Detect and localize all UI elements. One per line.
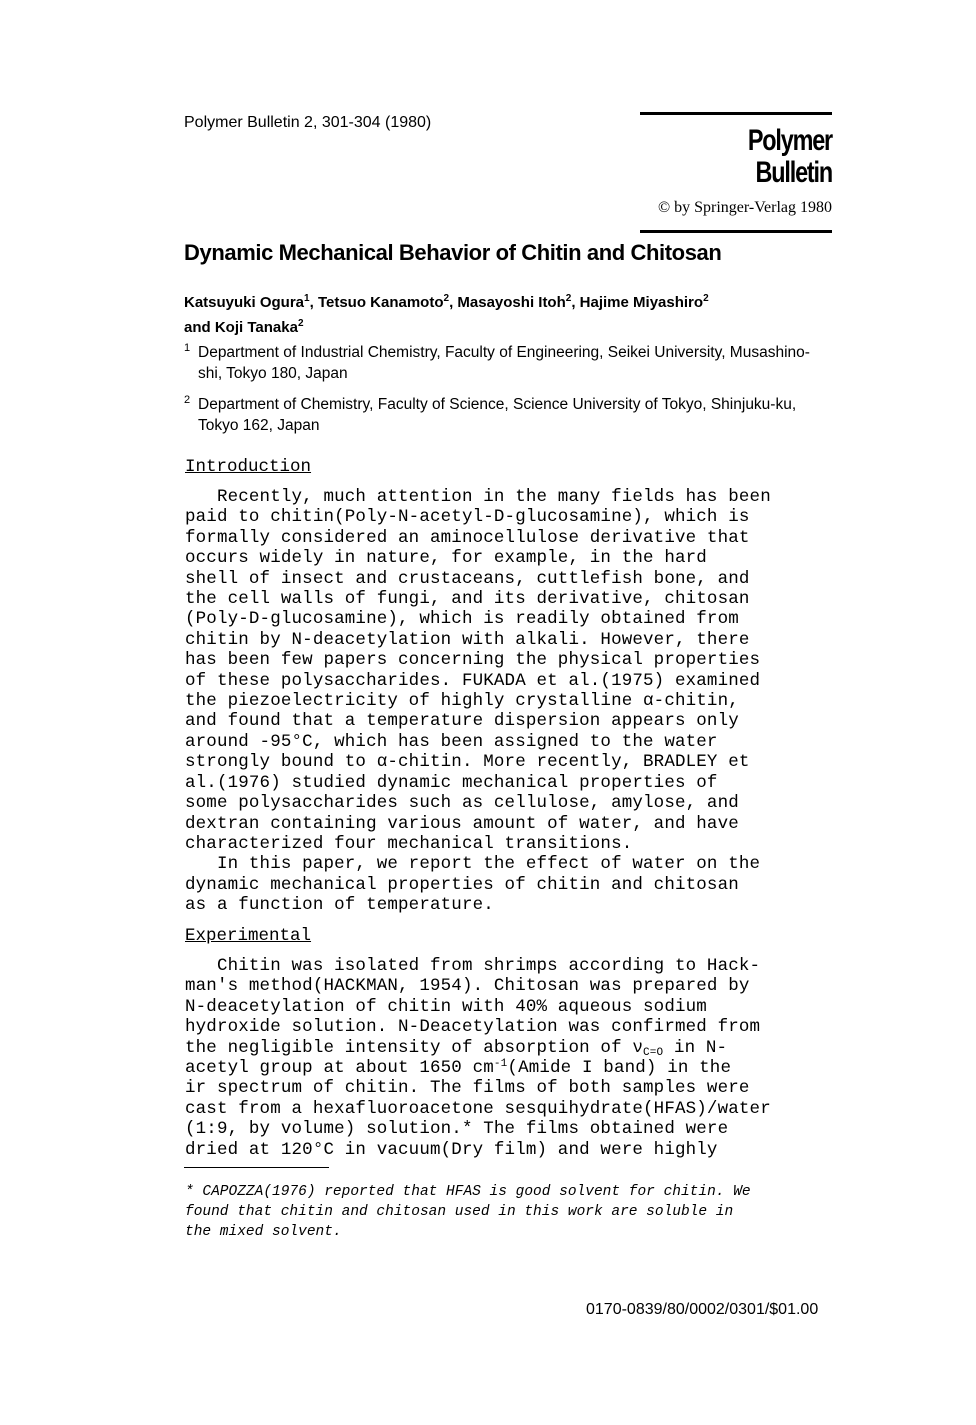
author-name: Katsuyuki Ogura [184, 294, 305, 311]
affiliation-number: 1 [184, 342, 191, 354]
author-separator: , [571, 294, 580, 311]
introduction-body: Recently, much attention in the many fields has been paid to chitin(Poly-N-acetyl-D-glucosamine), which is formally considered an aminocellulose derivative that occurs widely in nature, for example, in the hard shell of insect and crustaceans, cuttlefish bone, and the cell walls of fungi, and its derivative, chitosan (Poly-D-glucosamine), which is readily obtained from chitin by N-deacetylation with alkali. However, there has been few papers concerning the physical properties of these polysaccharides. FUKADA et al.(1975) examined the piezoelectricity of highly crystalline α-chitin, and found that a temperature dispersion appears only around -95°C, which has been assigned to the water strongly bound to α-chitin. More recently, BRADLEY et al.(1976) studied dynamic mechanical properties of some polysaccharides such as cellulose, amylose, and dextran containing various amount of water, and have characterized four mechanical transitions. In this paper, we report the effect of water on the dynamic mechanical properties of chitin and chitosan as a function of temperature. [185, 487, 771, 916]
author-name: Masayoshi Itoh [457, 294, 566, 311]
footnote-rule [184, 1167, 329, 1168]
author-affil-mark: 2 [443, 293, 450, 304]
experimental-text: (Amide I band) in the [507, 1058, 732, 1079]
author-affil-mark: 2 [565, 293, 572, 304]
experimental-text: Chitin was isolated from shrimps according to Hack- man's method(HACKMAN, 1954). Chitosan was prepared by N-deacetylation of chitin with 40% aqueous sodium hydroxide solution. N-Deacetylation was confirmed from [185, 956, 761, 1038]
experimental-text: the negligible intensity of absorption of ν [185, 1037, 644, 1058]
section-heading-introduction: Introduction [185, 457, 312, 477]
author-affil-mark: 2 [703, 293, 709, 304]
author-list: Katsuyuki Ogura$^1$, Tetsuo Kanamoto$^2$, Masayoshi Itoh$^2$, Hajime Miyashiro$^2$ and Koji Tanaka$^2$ [184, 293, 709, 336]
experimental-text: in N- [673, 1037, 728, 1058]
affiliation-1 [184, 342, 824, 384]
author-separator: , [309, 294, 318, 311]
author-name: Tetsuo Kanamoto [317, 294, 444, 311]
affiliation-text: Department of Industrial Chemistry, Faculty of Engineering, Seikei University, Musashino-shi, Tokyo 180, Japan [198, 344, 810, 382]
author-name: Hajime Miyashiro [579, 294, 704, 311]
wavenumber-superscript: -1 [493, 1058, 508, 1071]
copyright-line: © by Springer-Verlag 1980 [657, 199, 832, 216]
carbonyl-subscript: C=O [643, 1046, 664, 1059]
paper-title: Dynamic Mechanical Behavior of Chitin and Chitosan [184, 240, 722, 265]
journal-masthead [640, 112, 832, 233]
affiliation-text: Department of Chemistry, Faculty of Science, Science University of Tokyo, Shinjuku-ku, Tokyo 162, Japan [198, 396, 797, 434]
masthead-top-rule [640, 112, 832, 115]
article-code: 0170-0839/80/0002/0301/$01.00 [586, 1301, 819, 1318]
experimental-text: acetyl group at about 1650 cm [185, 1058, 494, 1079]
section-heading-experimental: Experimental [185, 926, 312, 946]
affiliation-2 [184, 394, 824, 436]
author-affil-mark: 2 [297, 318, 304, 329]
author-affil-mark: 1 [304, 293, 310, 304]
journal-citation: Polymer Bulletin 2, 301-304 (1980) [184, 114, 432, 131]
author-name: Koji Tanaka [214, 319, 298, 336]
masthead-bottom-rule [640, 230, 832, 233]
journal-title: Polymer Bulletin [747, 124, 832, 189]
experimental-text: ir spectrum of chitin. The films of both samples were cast from a hexafluoroacetone sesquihydrate(HFAS)/water (1:9, by volume) solution.* The films obtained were dried at 120°C in vacuum(Dry film) and were highly [185, 1078, 771, 1160]
footnote: * CAPOZZA(1976) reported that HFAS is good solvent for chitin. We found that chitin and chitosan used in this work are soluble in the mixed solvent. [185, 1184, 751, 1240]
affiliation-number: 2 [184, 394, 191, 406]
author-separator: , [449, 294, 458, 311]
experimental-body [185, 956, 771, 1160]
